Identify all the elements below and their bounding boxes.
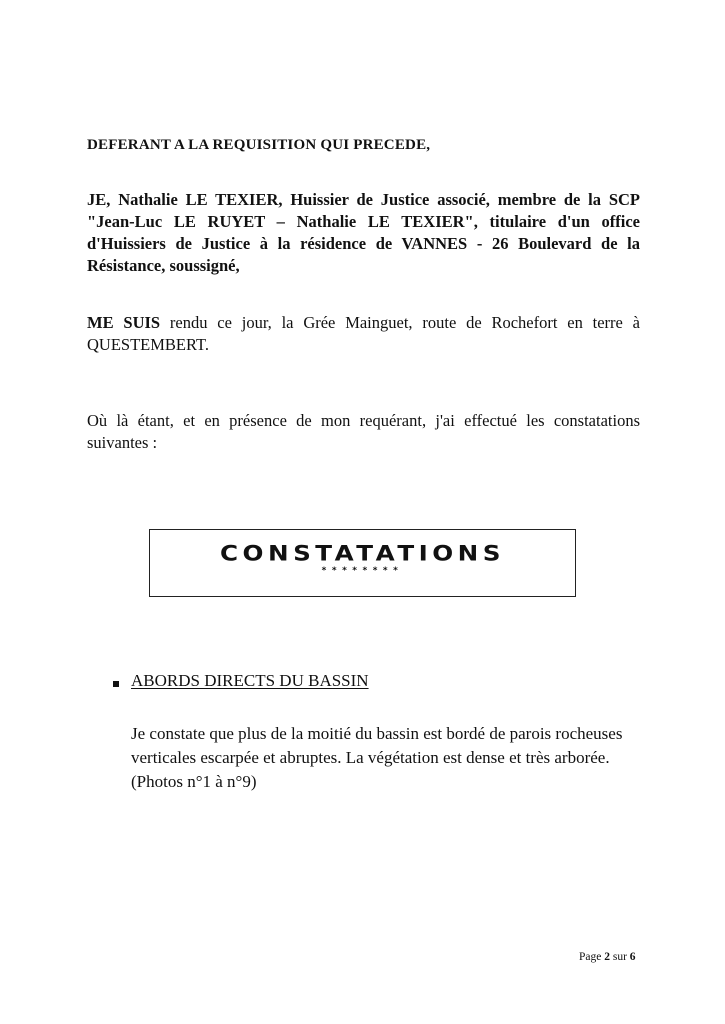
page-number bbox=[579, 951, 636, 963]
identity-line: "Jean-Luc LE RUYET – Nathalie LE TEXIER", titulaire d'un office bbox=[87, 212, 640, 231]
section-body-line: (Photos n°1 à n°9) bbox=[131, 772, 257, 791]
constatations-title: CONSTATATIONS bbox=[219, 542, 506, 567]
visit-line-rest: rendu ce jour, la Grée Mainguet, route de Rochefort en terre à bbox=[160, 313, 640, 332]
identity-line: JE, Nathalie LE TEXIER, Huissier de Justice associé, membre de la SCP bbox=[87, 190, 640, 209]
section-heading: ABORDS DIRECTS DU BASSIN bbox=[131, 671, 369, 690]
page-number-current: 2 bbox=[604, 951, 610, 963]
page-number-total: 6 bbox=[629, 951, 636, 963]
identity-paragraph bbox=[87, 189, 640, 277]
requisition-heading: DEFERANT A LA REQUISITION QUI PRECEDE, bbox=[87, 137, 431, 153]
constatations-stars: ******** bbox=[321, 566, 404, 576]
page-number-prefix: Page bbox=[579, 951, 605, 963]
page-number-middle: sur bbox=[609, 951, 630, 963]
visit-lead: ME SUIS bbox=[87, 313, 161, 332]
presence-paragraph bbox=[87, 410, 640, 454]
bullet-square-icon bbox=[113, 681, 119, 687]
section-body-line: Je constate que plus de la moitié du bassin est bordé de parois rocheuses bbox=[131, 724, 623, 743]
presence-line: Où là étant, et en présence de mon requérant, j'ai effectué les constatations bbox=[87, 411, 640, 430]
identity-line: Résistance, soussigné, bbox=[87, 256, 240, 275]
presence-line: suivantes : bbox=[87, 433, 158, 452]
visit-line bbox=[87, 312, 640, 334]
identity-line: d'Huissiers de Justice à la résidence de VANNES - 26 Boulevard de la bbox=[87, 234, 640, 253]
section-body bbox=[131, 722, 641, 794]
constatations-box bbox=[149, 529, 576, 597]
section-body-line: verticales escarpée et abruptes. La végétation est dense et très arborée. bbox=[131, 748, 610, 767]
visit-line: QUESTEMBERT. bbox=[87, 335, 209, 354]
visit-paragraph bbox=[87, 312, 640, 356]
